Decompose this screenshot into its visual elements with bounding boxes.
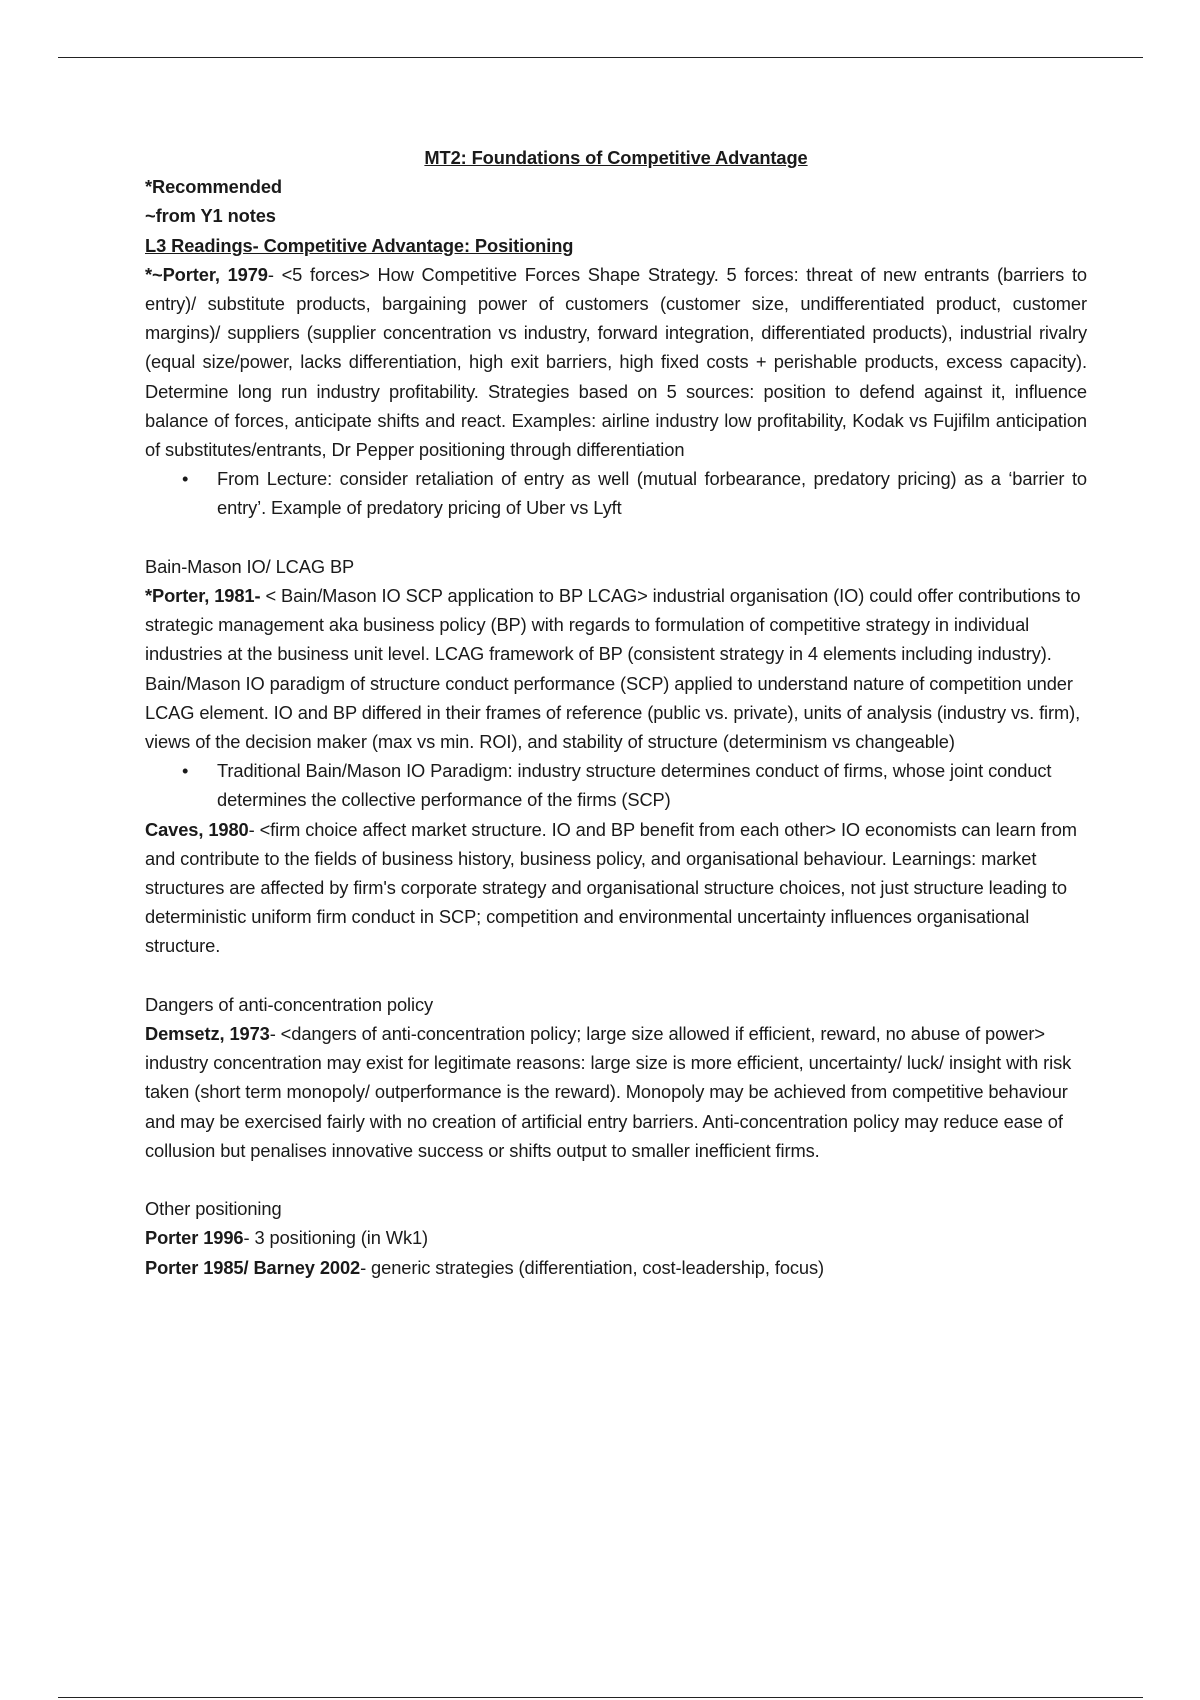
legend-recommended: *Recommended bbox=[145, 176, 282, 198]
bullet-text: From Lecture: consider retaliation of entry as well (mutual forbearance, predatory pricing) as a ‘barrier to entry’. Example of predatory pricing of Uber vs Lyft bbox=[217, 468, 1087, 519]
document-body bbox=[145, 143, 1087, 1282]
list-item bbox=[182, 464, 1087, 522]
section-heading: L3 Readings- Competitive Advantage: Positioning bbox=[145, 234, 574, 256]
ref-porter-1996: Porter 1996 bbox=[145, 1227, 244, 1249]
bullet-icon: • bbox=[182, 760, 189, 782]
subheading-other-positioning: Other positioning bbox=[145, 1198, 282, 1220]
spacer bbox=[145, 961, 1087, 990]
entry-porter-1985 bbox=[145, 1253, 1087, 1282]
text-porter-1979: - <5 forces> How Competitive Forces Shape Strategy. 5 forces: threat of new entrants (barriers to entry)/ substitute products, bargaining power of customers (customer size, undifferentiated product, customer margins)/ suppliers (supplier concentration vs industry, forward integration, differentiated products), industrial rivalry (equal size/power, lacks differentiation, high exit barriers, high fixed costs + perishable products, excess capacity). Determine long run industry profitability. Strategies based on 5 sources: position to defend against it, influence balance of forces, anticipate shifts and react. Examples: airline industry low profitability, Kodak vs Fujifilm anticipation of substitutes/entrants, Dr Pepper positioning through differentiation bbox=[145, 263, 1087, 461]
text-porter-1985: - generic strategies (differentiation, cost-leadership, focus) bbox=[360, 1256, 825, 1278]
ref-caves-1980: Caves, 1980 bbox=[145, 818, 249, 840]
bullet-list-porter-1979 bbox=[145, 464, 1087, 522]
spacer bbox=[145, 523, 1087, 552]
text-porter-1981: < Bain/Mason IO SCP application to BP LCAG> industrial organisation (IO) could offer contributions to strategic management aka business policy (BP) with regards to formulation of competitive strategy in individual industries at the business unit level. LCAG framework of BP (consistent strategy in 4 elements including industry). Bain/Mason IO paradigm of structure conduct performance (SCP) applied to understand nature of competition under LCAG element. IO and BP differed in their frames of reference (public vs. private), units of analysis (industry vs. firm), views of the decision maker (max vs min. ROI), and stability of structure (determinism vs changeable) bbox=[145, 585, 1081, 753]
entry-porter-1981 bbox=[145, 581, 1087, 756]
text-demsetz-1973: - <dangers of anti-concentration policy; large size allowed if efficient, reward, no abuse of power> industry concentration may exist for legitimate reasons: large size is more efficient, uncertainty/ luck/ insight with risk taken (short term monopoly/ outperformance is the reward). Monopoly may be achieved from competitive behaviour and may be exercised fairly with no creation of artificial entry barriers. Anti-concentration policy may reduce ease of collusion but penalises innovative success or shifts output to smaller inefficient firms. bbox=[145, 1023, 1072, 1161]
ref-porter-1979: *~Porter, 1979 bbox=[145, 263, 268, 285]
bottom-rule bbox=[58, 1697, 1143, 1698]
top-rule bbox=[58, 57, 1143, 58]
ref-porter-1981: *Porter, 1981- bbox=[145, 585, 261, 607]
legend-y1-notes: ~from Y1 notes bbox=[145, 205, 276, 227]
entry-porter-1996 bbox=[145, 1223, 1087, 1252]
entry-demsetz-1973 bbox=[145, 1019, 1087, 1165]
ref-demsetz-1973: Demsetz, 1973 bbox=[145, 1023, 270, 1045]
ref-porter-1985: Porter 1985/ Barney 2002 bbox=[145, 1256, 361, 1278]
entry-caves-1980 bbox=[145, 815, 1087, 961]
subheading-io-bp: Bain-Mason IO/ LCAG BP bbox=[145, 555, 355, 577]
list-item bbox=[182, 756, 1087, 814]
entry-porter-1979 bbox=[145, 260, 1087, 464]
bullet-list-porter-1981 bbox=[145, 756, 1087, 814]
bullet-icon: • bbox=[182, 468, 189, 490]
text-caves-1980: - <firm choice affect market structure. IO and BP benefit from each other> IO economists can learn from and contribute to the fields of business history, business policy, and organisational behaviour. Learnings: market structures are affected by firm's corporate strategy and organisational structure choices, not just structure leading to deterministic uniform firm conduct in SCP; competition and environmental uncertainty influences organisational structure. bbox=[145, 818, 1077, 957]
bullet-text: Traditional Bain/Mason IO Paradigm: industry structure determines conduct of firms, whose joint conduct determines the collective performance of the firms (SCP) bbox=[217, 760, 1052, 811]
text-porter-1996: - 3 positioning (in Wk1) bbox=[243, 1227, 429, 1249]
page-title: MT2: Foundations of Competitive Advantage bbox=[424, 147, 808, 168]
subheading-dangers: Dangers of anti-concentration policy bbox=[145, 993, 434, 1015]
spacer bbox=[145, 1165, 1087, 1194]
